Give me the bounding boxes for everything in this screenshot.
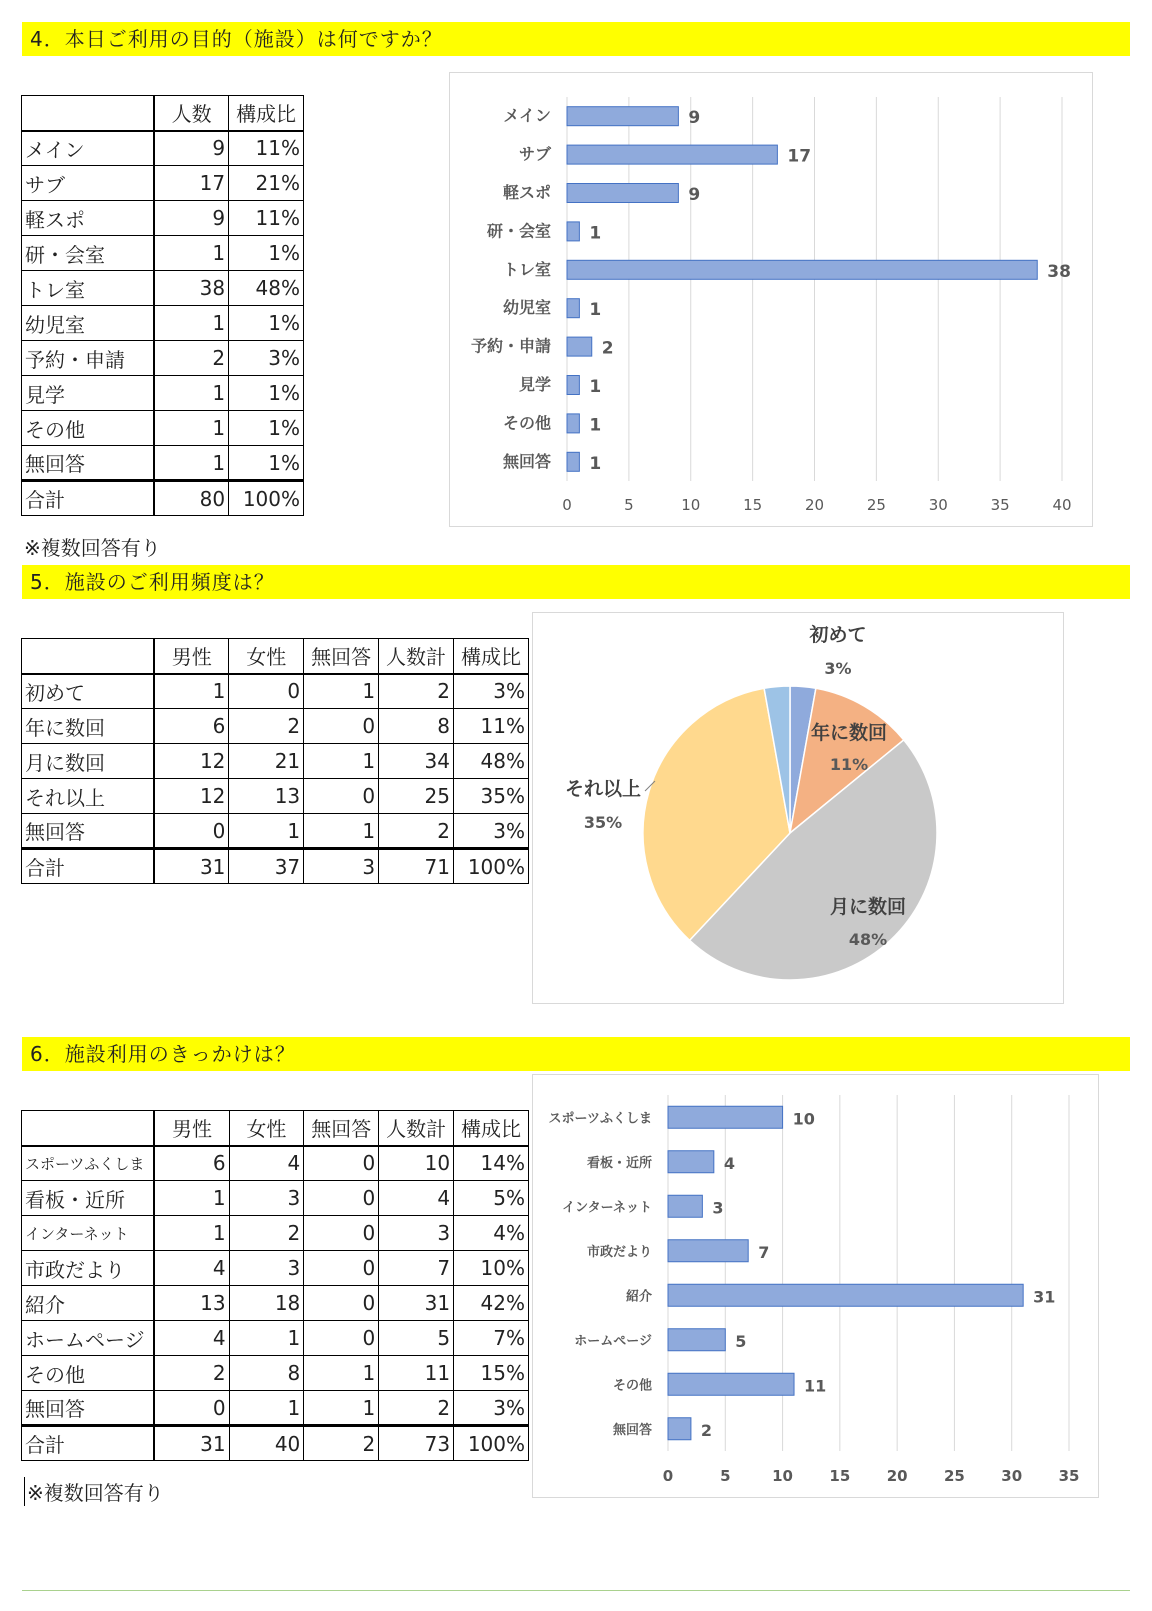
cell-sum: 25 xyxy=(379,779,454,814)
bar xyxy=(567,260,1037,279)
data-label: 7 xyxy=(758,1242,770,1262)
bar xyxy=(567,414,579,433)
total-label: 合計 xyxy=(22,849,155,884)
cell-sum: 5 xyxy=(379,1321,454,1356)
cell-female: 0 xyxy=(229,674,304,709)
column-header: 人数計 xyxy=(379,639,454,674)
frequency-pie-chart xyxy=(532,612,1064,1004)
total-label: 合計 xyxy=(22,1426,155,1461)
category-label: トレ室 xyxy=(502,259,551,279)
x-tick-label: 35 xyxy=(990,496,1010,514)
category-label: 研・会室 xyxy=(486,221,551,241)
x-tick-label: 25 xyxy=(866,496,886,514)
cell-female: 2 xyxy=(229,709,304,744)
table-row xyxy=(22,446,304,481)
table-row xyxy=(22,814,529,849)
category-label: サブ xyxy=(518,144,551,164)
cell-count: 2 xyxy=(154,341,229,376)
category-label: 紹介 xyxy=(625,1289,652,1305)
section-5-title: 5．施設のご利用頻度は？ xyxy=(22,565,1130,599)
column-header: 男性 xyxy=(154,639,229,674)
cell-female: 3 xyxy=(229,1251,304,1286)
cell-count: 9 xyxy=(154,131,229,166)
cell-na: 0 xyxy=(304,1216,379,1251)
cell-ratio: 48% xyxy=(229,271,304,306)
x-tick-label: 30 xyxy=(1001,1467,1023,1485)
bar xyxy=(567,145,777,164)
table-row xyxy=(22,236,304,271)
cell-female: 8 xyxy=(229,1356,304,1391)
table-row xyxy=(22,709,529,744)
table-row xyxy=(22,271,304,306)
data-label: 1 xyxy=(589,415,602,436)
multiple-answers-note-2: ※複数回答有り xyxy=(24,1477,164,1506)
category-label: その他 xyxy=(502,413,551,433)
cell-sum: 8 xyxy=(379,709,454,744)
total-female: 40 xyxy=(229,1426,304,1461)
table-row xyxy=(22,1356,529,1391)
cell-male: 4 xyxy=(154,1321,229,1356)
multiple-answers-note: ※複数回答有り xyxy=(24,536,161,560)
row-label: サブ xyxy=(22,166,155,201)
pie-category-label: それ以上 xyxy=(564,778,642,800)
cell-ratio: 14% xyxy=(454,1146,529,1181)
x-tick-label: 20 xyxy=(804,496,825,514)
cell-male: 1 xyxy=(154,674,229,709)
pie-percent-label: 35% xyxy=(583,813,623,832)
cell-female: 1 xyxy=(229,814,304,849)
bar xyxy=(567,337,592,356)
row-label: インターネット xyxy=(22,1216,155,1251)
cell-count: 1 xyxy=(154,411,229,446)
table-row xyxy=(22,1391,529,1426)
cell-ratio: 3% xyxy=(454,674,529,709)
trigger-bar-chart xyxy=(532,1074,1099,1498)
cell-sum: 31 xyxy=(379,1286,454,1321)
x-tick-label: 10 xyxy=(681,496,701,514)
column-header xyxy=(22,1111,155,1146)
cell-female: 13 xyxy=(229,779,304,814)
row-label: 紹介 xyxy=(22,1286,155,1321)
cell-sum: 4 xyxy=(379,1181,454,1216)
cell-na: 1 xyxy=(304,1391,379,1426)
column-header: 無回答 xyxy=(304,639,379,674)
data-label: 2 xyxy=(601,338,614,359)
table-row xyxy=(22,1181,529,1216)
cell-ratio: 11% xyxy=(454,709,529,744)
table-header-row xyxy=(22,1111,529,1146)
table-row xyxy=(22,1216,529,1251)
row-label: その他 xyxy=(22,1356,155,1391)
cell-male: 1 xyxy=(154,1181,229,1216)
category-label: 予約・申請 xyxy=(470,336,551,356)
total-ratio: 100% xyxy=(454,1426,529,1461)
row-label: 年に数回 xyxy=(22,709,155,744)
row-label: 軽スポ xyxy=(22,201,155,236)
total-male: 31 xyxy=(154,849,229,884)
table-row xyxy=(22,131,304,166)
section-6-title: 6．施設利用のきっかけは？ xyxy=(22,1037,1130,1071)
bar xyxy=(567,452,579,471)
row-label: 予約・申請 xyxy=(22,341,155,376)
column-header: 人数計 xyxy=(379,1111,454,1146)
cell-na: 0 xyxy=(304,1146,379,1181)
data-label: 5 xyxy=(735,1331,747,1351)
cell-male: 0 xyxy=(154,1391,229,1426)
category-label: 無回答 xyxy=(502,451,551,471)
pie-category-label: 年に数回 xyxy=(810,722,888,744)
x-tick-label: 15 xyxy=(743,496,763,514)
cell-ratio: 11% xyxy=(229,131,304,166)
cell-female: 3 xyxy=(229,1181,304,1216)
table-row xyxy=(22,744,529,779)
bar xyxy=(668,1106,783,1128)
cell-sum: 2 xyxy=(379,674,454,709)
pie-category-label: 月に数回 xyxy=(829,896,907,918)
cell-sum: 2 xyxy=(379,1391,454,1426)
trigger-table xyxy=(21,1110,529,1461)
frequency-pie-chart-svg xyxy=(533,613,1063,1003)
table-header-row xyxy=(22,96,304,131)
table-row xyxy=(22,306,304,341)
cell-ratio: 1% xyxy=(229,411,304,446)
bar xyxy=(668,1195,702,1217)
cell-ratio: 21% xyxy=(229,166,304,201)
row-label: 幼児室 xyxy=(22,306,155,341)
x-tick-label: 40 xyxy=(1052,496,1072,514)
data-label: 31 xyxy=(1033,1287,1056,1307)
pie-category-label: 初めて xyxy=(809,624,867,646)
category-label: その他 xyxy=(612,1378,652,1394)
cell-count: 38 xyxy=(154,271,229,306)
row-label: 無回答 xyxy=(22,446,155,481)
table-row xyxy=(22,1146,529,1181)
table-row xyxy=(22,1321,529,1356)
cell-na: 1 xyxy=(304,744,379,779)
column-header: 女性 xyxy=(229,1111,304,1146)
data-label: 17 xyxy=(787,146,812,167)
data-label: 3 xyxy=(712,1198,724,1218)
row-label: 研・会室 xyxy=(22,236,155,271)
data-label: 1 xyxy=(589,300,602,321)
bar xyxy=(567,184,678,203)
cell-ratio: 10% xyxy=(454,1251,529,1286)
table-row xyxy=(22,1251,529,1286)
column-header: 構成比 xyxy=(229,96,304,131)
cell-ratio: 1% xyxy=(229,376,304,411)
total-na: 2 xyxy=(304,1426,379,1461)
total-ratio: 100% xyxy=(229,481,304,516)
trigger-bar-chart-svg xyxy=(533,1075,1098,1497)
cell-na: 1 xyxy=(304,1356,379,1391)
cell-male: 6 xyxy=(154,709,229,744)
column-header xyxy=(22,639,155,674)
bar xyxy=(668,1151,714,1173)
row-label: 月に数回 xyxy=(22,744,155,779)
row-label: ホームページ xyxy=(22,1321,155,1356)
category-label: 市政だより xyxy=(586,1244,652,1260)
table-row xyxy=(22,674,529,709)
row-label: トレ室 xyxy=(22,271,155,306)
cell-na: 0 xyxy=(304,1321,379,1356)
category-label: 看板・近所 xyxy=(586,1155,652,1171)
table-row xyxy=(22,411,304,446)
row-label: メイン xyxy=(22,131,155,166)
cell-na: 1 xyxy=(304,814,379,849)
cell-female: 21 xyxy=(229,744,304,779)
bar xyxy=(668,1418,691,1440)
section-4-title: 4．本日ご利用の目的（施設）は何ですか？ xyxy=(22,22,1130,56)
cell-female: 2 xyxy=(229,1216,304,1251)
category-label: スポーツふくしま xyxy=(548,1111,652,1127)
cell-male: 12 xyxy=(154,744,229,779)
cell-female: 1 xyxy=(229,1321,304,1356)
total-male: 31 xyxy=(154,1426,229,1461)
cell-count: 1 xyxy=(154,306,229,341)
column-header: 男性 xyxy=(154,1111,229,1146)
column-header: 女性 xyxy=(229,639,304,674)
cell-male: 0 xyxy=(154,814,229,849)
row-label: 市政だより xyxy=(22,1251,155,1286)
data-label: 4 xyxy=(723,1153,735,1173)
bar xyxy=(668,1329,725,1351)
data-label: 9 xyxy=(688,108,701,129)
x-tick-label: 15 xyxy=(829,1467,851,1485)
pie-percent-label: 11% xyxy=(829,755,869,774)
data-label: 38 xyxy=(1047,261,1071,282)
table-row xyxy=(22,166,304,201)
total-row xyxy=(22,1426,529,1461)
cell-ratio: 1% xyxy=(229,446,304,481)
cell-ratio: 1% xyxy=(229,236,304,271)
total-label: 合計 xyxy=(22,481,155,516)
table-header-row xyxy=(22,639,529,674)
total-sum: 73 xyxy=(379,1426,454,1461)
cell-count: 1 xyxy=(154,446,229,481)
cell-ratio: 35% xyxy=(454,779,529,814)
cell-male: 2 xyxy=(154,1356,229,1391)
cell-na: 1 xyxy=(304,674,379,709)
category-label: ホームページ xyxy=(574,1333,652,1349)
cell-ratio: 5% xyxy=(454,1181,529,1216)
x-tick-label: 30 xyxy=(928,496,948,514)
bar xyxy=(567,376,579,395)
cell-ratio: 42% xyxy=(454,1286,529,1321)
cell-count: 17 xyxy=(154,166,229,201)
category-label: 軽スポ xyxy=(502,183,551,202)
cell-male: 6 xyxy=(154,1146,229,1181)
cell-sum: 3 xyxy=(379,1216,454,1251)
x-tick-label: 0 xyxy=(562,496,572,514)
x-tick-label: 5 xyxy=(720,1467,731,1485)
data-label: 9 xyxy=(688,185,701,205)
cell-ratio: 11% xyxy=(229,201,304,236)
cell-female: 1 xyxy=(229,1391,304,1426)
data-label: 2 xyxy=(700,1420,713,1440)
total-count: 80 xyxy=(154,481,229,516)
purpose-bar-chart-svg xyxy=(450,73,1092,526)
row-label: 初めて xyxy=(22,674,155,709)
data-label: 1 xyxy=(589,377,602,397)
pie-percent-label: 3% xyxy=(824,659,852,678)
cell-count: 1 xyxy=(154,376,229,411)
bar xyxy=(668,1284,1023,1306)
data-label: 1 xyxy=(589,223,602,244)
purpose-bar-chart xyxy=(449,72,1093,527)
cell-male: 13 xyxy=(154,1286,229,1321)
cell-na: 0 xyxy=(304,1251,379,1286)
total-sum: 71 xyxy=(379,849,454,884)
total-row xyxy=(22,849,529,884)
cell-male: 4 xyxy=(154,1251,229,1286)
row-label: それ以上 xyxy=(22,779,155,814)
pie-percent-label: 48% xyxy=(848,930,888,949)
total-na: 3 xyxy=(304,849,379,884)
purpose-table xyxy=(21,95,304,516)
cell-ratio: 3% xyxy=(454,1391,529,1426)
total-row xyxy=(22,481,304,516)
data-label: 1 xyxy=(589,453,602,474)
column-header: 構成比 xyxy=(454,1111,529,1146)
row-label: 無回答 xyxy=(22,1391,155,1426)
table-row xyxy=(22,1286,529,1321)
row-label: 看板・近所 xyxy=(22,1181,155,1216)
category-label: 見学 xyxy=(518,375,551,394)
row-label: スポーツふくしま xyxy=(22,1146,155,1181)
cell-sum: 10 xyxy=(379,1146,454,1181)
cell-sum: 2 xyxy=(379,814,454,849)
category-label: インターネット xyxy=(562,1200,652,1216)
column-header xyxy=(22,96,155,131)
cell-count: 1 xyxy=(154,236,229,271)
frequency-table xyxy=(21,638,529,884)
bar xyxy=(668,1373,794,1395)
cell-ratio: 48% xyxy=(454,744,529,779)
x-tick-label: 5 xyxy=(624,496,634,514)
row-label: その他 xyxy=(22,411,155,446)
cell-na: 0 xyxy=(304,709,379,744)
cell-female: 18 xyxy=(229,1286,304,1321)
data-label: 10 xyxy=(792,1109,815,1129)
table-row xyxy=(22,376,304,411)
row-label: 無回答 xyxy=(22,814,155,849)
total-ratio: 100% xyxy=(454,849,529,884)
cell-ratio: 1% xyxy=(229,306,304,341)
cell-male: 1 xyxy=(154,1216,229,1251)
table-row xyxy=(22,779,529,814)
cell-ratio: 4% xyxy=(454,1216,529,1251)
cell-male: 12 xyxy=(154,779,229,814)
bar xyxy=(567,107,678,126)
total-female: 37 xyxy=(229,849,304,884)
x-tick-label: 35 xyxy=(1058,1467,1080,1485)
x-tick-label: 10 xyxy=(772,1467,794,1485)
footer-divider xyxy=(22,1590,1130,1591)
cell-ratio: 15% xyxy=(454,1356,529,1391)
x-tick-label: 0 xyxy=(662,1467,674,1485)
cell-count: 9 xyxy=(154,201,229,236)
cell-sum: 7 xyxy=(379,1251,454,1286)
category-label: メイン xyxy=(503,106,551,126)
category-label: 無回答 xyxy=(612,1422,652,1438)
category-label: 幼児室 xyxy=(502,298,551,318)
cell-na: 0 xyxy=(304,1286,379,1321)
cell-female: 4 xyxy=(229,1146,304,1181)
cell-ratio: 7% xyxy=(454,1321,529,1356)
bar xyxy=(567,222,579,241)
cell-ratio: 3% xyxy=(229,341,304,376)
cell-sum: 11 xyxy=(379,1356,454,1391)
x-tick-label: 25 xyxy=(943,1467,965,1485)
cell-na: 0 xyxy=(304,779,379,814)
cell-na: 0 xyxy=(304,1181,379,1216)
data-label: 11 xyxy=(804,1376,827,1396)
cell-ratio: 3% xyxy=(454,814,529,849)
row-label: 見学 xyxy=(22,376,155,411)
table-row xyxy=(22,341,304,376)
column-header: 人数 xyxy=(154,96,229,131)
column-header: 構成比 xyxy=(454,639,529,674)
x-tick-label: 20 xyxy=(886,1467,908,1485)
bar xyxy=(567,299,579,318)
bar xyxy=(668,1240,748,1262)
table-row xyxy=(22,201,304,236)
cell-sum: 34 xyxy=(379,744,454,779)
column-header: 無回答 xyxy=(304,1111,379,1146)
